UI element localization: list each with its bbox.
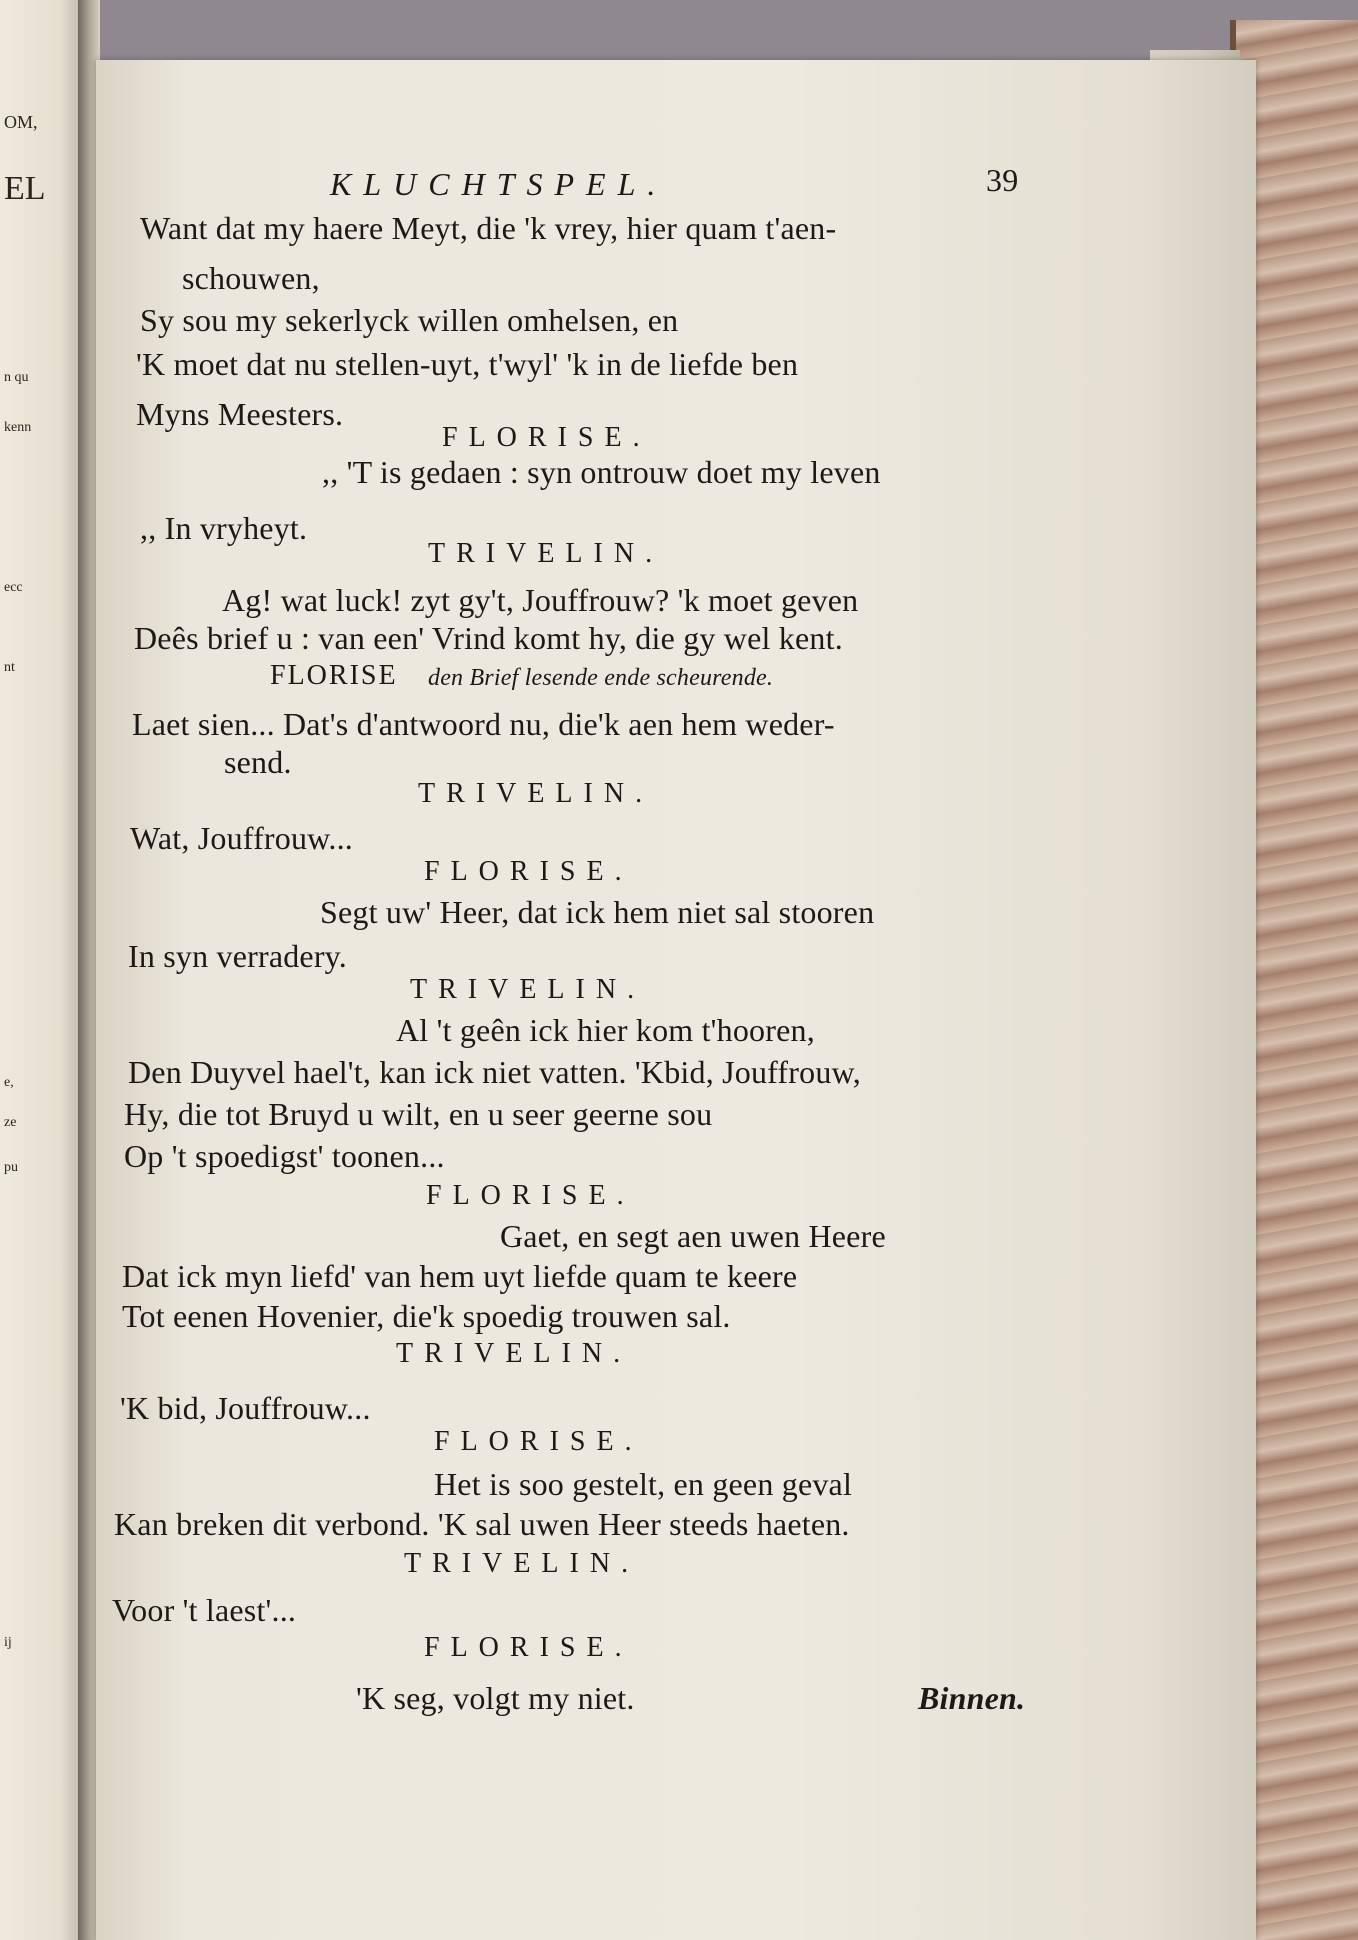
running-header: KLUCHTSPEL. — [330, 166, 668, 202]
left-fragment: nt — [4, 660, 15, 675]
verse-line: Wat, Jouffrouw... — [130, 820, 354, 856]
speaker-name: TRIVELIN. — [396, 1338, 632, 1369]
stage-direction: den Brief lesende ende scheurende. — [428, 665, 774, 691]
left-fragment: ze — [4, 1115, 17, 1130]
verse-line: Het is soo gestelt, en geen geval — [434, 1466, 853, 1502]
verse-line: schouwen, — [182, 260, 320, 296]
verse-line: Want dat my haere Meyt, die 'k vrey, hier quam t'aen- — [140, 210, 837, 246]
left-fragment: e, — [4, 1075, 14, 1090]
verse-line: Hy, die tot Bruyd u wilt, en u seer geerne sou — [124, 1096, 713, 1132]
speaker-name: TRIVELIN. — [404, 1548, 640, 1579]
speaker-name: FLORISE. — [426, 1180, 635, 1211]
page-number: 39 — [986, 162, 1019, 198]
verse-line: ,, 'T is gedaen : syn ontrouw doet my leven — [322, 454, 881, 490]
verse-line: Al 't geên ick hier kom t'hooren, — [396, 1012, 815, 1048]
speaker-name: FLORISE. — [424, 1632, 633, 1663]
verse-line: Den Duyvel hael't, kan ick niet vatten. 'Kbid, Jouffrouw, — [128, 1054, 861, 1090]
left-fragment: ecc — [4, 580, 23, 595]
speaker-name: TRIVELIN. — [418, 778, 654, 809]
left-fragment: kenn — [4, 420, 32, 435]
speaker-name: TRIVELIN. — [428, 538, 664, 569]
speaker-name: FLORISE — [270, 660, 398, 691]
speaker-name: TRIVELIN. — [410, 974, 646, 1005]
verse-line: Sy sou my sekerlyck willen omhelsen, en — [140, 302, 679, 338]
speaker-name: FLORISE. — [434, 1426, 643, 1457]
verse-line: Myns Meesters. — [136, 396, 344, 432]
speaker-name: FLORISE. — [424, 856, 633, 887]
verse-line: Gaet, en segt aen uwen Heere — [500, 1218, 886, 1254]
left-fragment: n qu — [4, 370, 29, 385]
left-fragment: OM, — [4, 112, 38, 132]
verse-line: Segt uw' Heer, dat ick hem niet sal stooren — [320, 894, 875, 930]
verse-line: In syn verradery. — [128, 938, 348, 974]
verse-line: Ag! wat luck! zyt gy't, Jouffrouw? 'k moet geven — [222, 582, 859, 618]
verse-line: Tot eenen Hovenier, die'k spoedig trouwen sal. — [122, 1298, 731, 1334]
verse-line: 'K seg, volgt my niet. — [356, 1680, 635, 1716]
verse-line: Op 't spoedigst' toonen... — [124, 1138, 445, 1174]
verse-line: ,, In vryheyt. — [140, 510, 308, 546]
speaker-name: FLORISE. — [442, 422, 651, 453]
verse-line: Dat ick myn liefd' van hem uyt liefde quam te keere — [122, 1258, 798, 1294]
verse-line: send. — [224, 744, 292, 780]
verse-line: Voor 't laest'... — [112, 1592, 297, 1628]
stage-direction: Binnen. — [918, 1680, 1026, 1716]
left-fragment: pu — [4, 1160, 18, 1175]
verse-line: Laet sien... Dat's d'antwoord nu, die'k aen hem weder- — [132, 706, 835, 742]
verse-line: 'K moet dat nu stellen-uyt, t'wyl' 'k in de liefde ben — [136, 346, 799, 382]
verse-line: Deês brief u : van een' Vrind komt hy, die gy wel kent. — [134, 620, 843, 656]
left-fragment: ij — [4, 1635, 12, 1650]
left-fragment: EL — [4, 170, 46, 207]
verse-line: Kan breken dit verbond. 'K sal uwen Heer steeds haeten. — [114, 1506, 850, 1542]
verse-line: 'K bid, Jouffrouw... — [120, 1390, 371, 1426]
